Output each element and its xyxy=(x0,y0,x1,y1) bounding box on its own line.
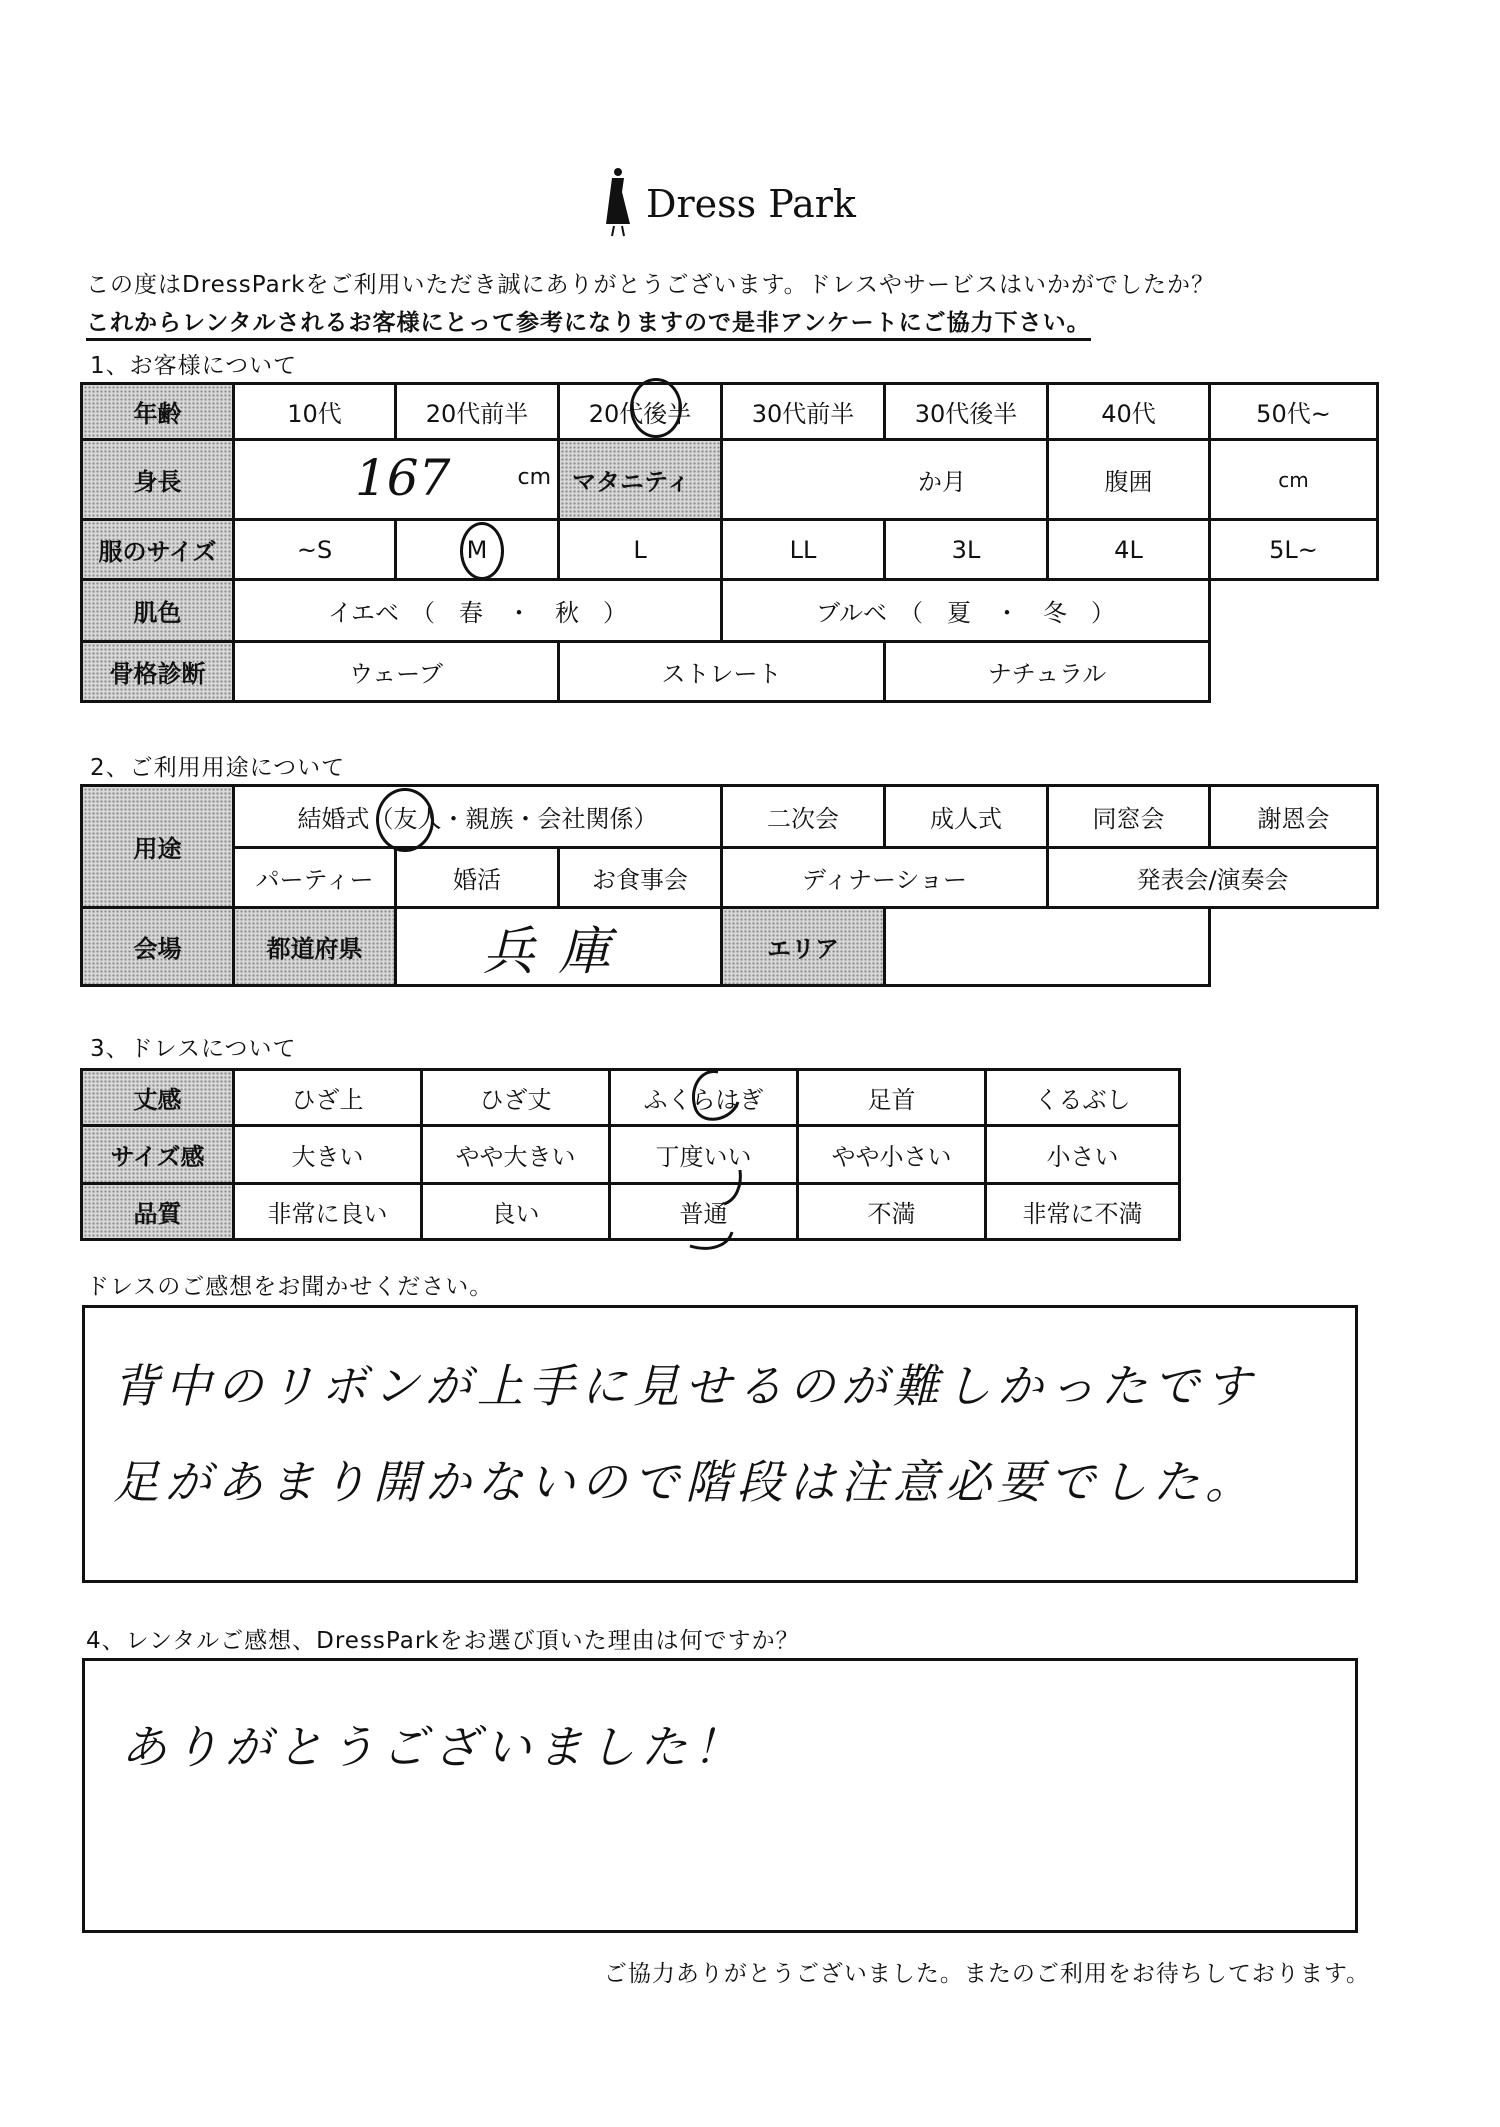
maternity-months-field[interactable]: か月 xyxy=(722,440,1048,520)
section1-title: 1、お客様について xyxy=(90,353,298,379)
length-option[interactable]: ひざ丈 xyxy=(422,1070,610,1126)
intro-line-2: これからレンタルされるお客様にとって参考になりますので是非アンケートにご協力下さい。 xyxy=(86,304,1091,341)
fit-option[interactable]: 小さい xyxy=(986,1126,1180,1184)
purpose-option[interactable]: 発表会/演奏会 xyxy=(1048,848,1378,908)
waist-unit[interactable]: cm xyxy=(1210,440,1378,520)
size-option[interactable]: L xyxy=(559,520,722,580)
purpose-option[interactable]: 謝恩会 xyxy=(1210,786,1378,848)
area-label: エリア xyxy=(722,908,885,986)
intro-line-1: この度はDressParkをご利用いただき誠にありがとうございます。ドレスやサービスはいかがでしたか？ xyxy=(86,272,1215,298)
fit-option[interactable]: やや小さい xyxy=(798,1126,986,1184)
height-value: 167 xyxy=(355,449,451,507)
empty-cell xyxy=(1210,580,1378,642)
prefecture-value[interactable]: 兵庫 xyxy=(396,908,722,986)
quality-label: 品質 xyxy=(82,1184,234,1240)
frame-option[interactable]: ウェーブ xyxy=(234,642,559,702)
section2-title: 2、ご利用用途について xyxy=(90,755,346,781)
purpose-option[interactable]: 成人式 xyxy=(885,786,1048,848)
age-option[interactable]: 50代~ xyxy=(1210,384,1378,440)
purpose-option[interactable]: ディナーショー xyxy=(722,848,1048,908)
impression-line: 背中のリボンが上手に見せるのが難しかったです xyxy=(113,1359,1257,1413)
purpose-label: 用途 xyxy=(82,786,234,908)
size-option[interactable]: 3L xyxy=(885,520,1048,580)
age-option[interactable]: 30代前半 xyxy=(722,384,885,440)
skin-option-yellow-base[interactable]: イエベ （ 春 ・ 秋 ） xyxy=(234,580,722,642)
age-option-selected[interactable]: 20代後半 xyxy=(559,384,722,440)
length-option[interactable]: ひざ上 xyxy=(234,1070,422,1126)
impression-box[interactable] xyxy=(82,1305,1358,1583)
quality-option[interactable]: 非常に不満 xyxy=(986,1184,1180,1240)
height-label: 身長 xyxy=(82,440,234,520)
size-row xyxy=(82,520,1378,580)
brand-logo xyxy=(600,160,860,240)
quality-row xyxy=(82,1184,1180,1240)
section3-title: 3、ドレスについて xyxy=(90,1036,297,1062)
purpose-option-wedding[interactable]: 結婚式（友人・親族・会社関係） xyxy=(234,786,722,848)
dress-silhouette-icon xyxy=(600,166,636,238)
quality-option[interactable]: 非常に良い xyxy=(234,1184,422,1240)
selection-marks-dress xyxy=(640,1060,760,1250)
age-option[interactable]: 30代後半 xyxy=(885,384,1048,440)
logo-text: Dress Park xyxy=(646,182,856,226)
venue-row xyxy=(82,908,1378,986)
purpose-option[interactable]: 婚活 xyxy=(396,848,559,908)
empty-cell xyxy=(1210,908,1378,986)
size-option-selected[interactable]: M xyxy=(396,520,559,580)
quality-option[interactable]: 良い xyxy=(422,1184,610,1240)
length-label: 丈感 xyxy=(82,1070,234,1126)
prefecture-label: 都道府県 xyxy=(234,908,396,986)
size-option[interactable]: 4L xyxy=(1048,520,1210,580)
size-option[interactable]: LL xyxy=(722,520,885,580)
frame-label: 骨格診断 xyxy=(82,642,234,702)
impression-prompt: ドレスのご感想をお聞かせください。 xyxy=(86,1274,494,1300)
selection-circle-purpose xyxy=(376,788,434,852)
frame-row xyxy=(82,642,1378,702)
selection-circle-age xyxy=(630,378,682,438)
height-unit: cm xyxy=(517,465,551,490)
skin-label: 肌色 xyxy=(82,580,234,642)
length-option-selected[interactable]: ふくらはぎ xyxy=(610,1070,798,1126)
purpose-option[interactable]: パーティー xyxy=(234,848,396,908)
purpose-table xyxy=(80,784,1379,987)
age-option[interactable]: 40代 xyxy=(1048,384,1210,440)
reason-answer: ありがとうございました！ xyxy=(121,1720,745,1774)
customer-table xyxy=(80,382,1379,703)
age-label: 年齢 xyxy=(82,384,234,440)
fit-option[interactable]: やや大きい xyxy=(422,1126,610,1184)
skin-option-blue-base[interactable]: ブルベ （ 夏 ・ 冬 ） xyxy=(722,580,1210,642)
size-option[interactable]: 5L~ xyxy=(1210,520,1378,580)
quality-option[interactable]: 不満 xyxy=(798,1184,986,1240)
purpose-row-2 xyxy=(82,848,1378,908)
empty-cell xyxy=(1210,642,1378,702)
venue-label: 会場 xyxy=(82,908,234,986)
fit-row xyxy=(82,1126,1180,1184)
purpose-option[interactable]: 二次会 xyxy=(722,786,885,848)
purpose-option[interactable]: お食事会 xyxy=(559,848,722,908)
frame-option[interactable]: ストレート xyxy=(559,642,885,702)
purpose-option[interactable]: 同窓会 xyxy=(1048,786,1210,848)
size-label: 服のサイズ xyxy=(82,520,234,580)
skin-row xyxy=(82,580,1378,642)
selection-circle-size xyxy=(460,522,504,580)
age-option[interactable]: 20代前半 xyxy=(396,384,559,440)
age-option[interactable]: 10代 xyxy=(234,384,396,440)
age-row xyxy=(82,384,1378,440)
fit-option[interactable]: 大きい xyxy=(234,1126,422,1184)
size-option[interactable]: ~S xyxy=(234,520,396,580)
length-row xyxy=(82,1070,1180,1126)
maternity-label: マタニティ xyxy=(559,440,722,520)
impression-line: 足があまり開かないので階段は注意必要でした。 xyxy=(113,1455,1257,1509)
footer-thanks: ご協力ありがとうございました。またのご利用をお待ちしております。 xyxy=(603,1961,1370,1987)
purpose-row-1 xyxy=(82,786,1378,848)
waist-label: 腹囲 xyxy=(1048,440,1210,520)
section4-title: 4、レンタルご感想、DressParkをお選び頂いた理由は何ですか？ xyxy=(86,1628,800,1654)
frame-option[interactable]: ナチュラル xyxy=(885,642,1210,702)
height-field[interactable] xyxy=(234,440,559,520)
fit-option-selected[interactable]: 丁度いい xyxy=(610,1126,798,1184)
dress-table xyxy=(80,1068,1181,1241)
height-row xyxy=(82,440,1378,520)
fit-label: サイズ感 xyxy=(82,1126,234,1184)
area-value[interactable] xyxy=(885,908,1210,986)
length-option[interactable]: 足首 xyxy=(798,1070,986,1126)
reason-box[interactable] xyxy=(82,1658,1358,1933)
length-option[interactable]: くるぶし xyxy=(986,1070,1180,1126)
quality-option-selected[interactable]: 普通 xyxy=(610,1184,798,1240)
